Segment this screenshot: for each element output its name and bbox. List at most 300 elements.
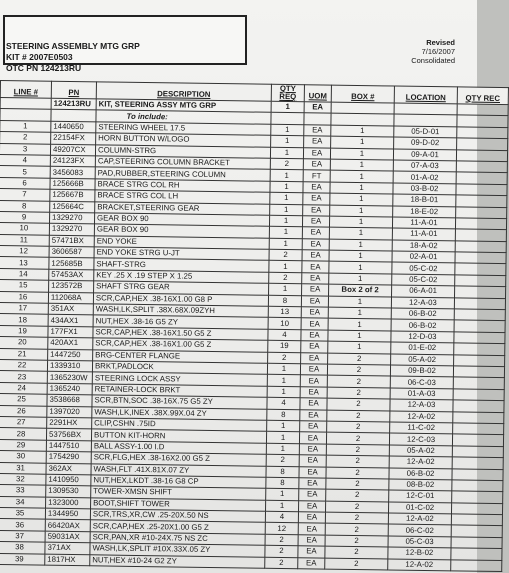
row-description-cell: BALL ASSY-1.00 I.D	[91, 441, 266, 455]
revised-label: Revised	[426, 38, 455, 47]
row-line-cell: 18	[0, 314, 48, 326]
row-qty-rec-cell	[453, 400, 504, 412]
row-location-cell: 12-A-02	[390, 411, 453, 423]
row-qty-rec-cell	[456, 172, 507, 184]
kit-desc-cell: KIT, STEERING ASSY MTG GRP	[96, 99, 271, 113]
row-uom-cell: EA	[299, 489, 326, 501]
row-line-cell: 24	[0, 382, 47, 394]
row-pn-cell: 24123FX	[50, 155, 95, 167]
row-description-cell: SCR,TRS,XR,CW .25-20X.50 NS	[90, 509, 265, 523]
row-box-cell: 1	[328, 330, 391, 342]
row-location-cell: 12-A-02	[388, 559, 451, 571]
row-qty-rec-cell	[451, 514, 502, 526]
row-uom-cell: EA	[303, 181, 330, 193]
row-pn-cell: 351AX	[48, 303, 93, 315]
row-line-cell: 8	[0, 200, 50, 212]
col-header-location: LOCATION	[394, 86, 457, 104]
row-box-cell: 1	[329, 227, 392, 239]
row-location-cell: 01-C-02	[388, 502, 451, 514]
row-qty-cell: 1	[266, 500, 299, 512]
row-box-cell: 2	[327, 375, 390, 387]
row-box-cell: 2	[325, 512, 388, 524]
row-uom-cell: EA	[302, 284, 329, 296]
row-box-cell: 1	[329, 262, 392, 274]
row-qty-rec-cell	[455, 218, 506, 230]
row-qty-cell: 4	[265, 511, 298, 523]
row-line-cell: 38	[0, 542, 45, 554]
row-uom-cell: EA	[303, 193, 330, 205]
row-qty-cell: 1	[269, 284, 302, 296]
row-uom-cell: EA	[298, 546, 325, 558]
row-location-cell: 08-B-02	[389, 479, 452, 491]
col-header-line: LINE #	[0, 81, 51, 99]
row-qty-cell: 8	[266, 477, 299, 489]
row-description-cell: SCR,CAP,HEX .38-16X1.50 G5 Z	[93, 327, 268, 341]
row-qty-rec-cell	[456, 195, 507, 207]
row-box-cell: 1	[328, 307, 391, 319]
row-description-cell: STEERING WHEEL 17.5	[96, 122, 271, 136]
row-box-cell: 1	[330, 182, 393, 194]
row-pn-cell: 22154FX	[51, 132, 96, 144]
row-qty-cell: 1	[271, 124, 304, 136]
row-qty-rec-cell	[452, 457, 503, 469]
row-qty-cell: 1	[269, 261, 302, 273]
row-description-cell: TOWER-XMSN SHIFT	[91, 486, 266, 500]
row-line-cell: 1	[0, 120, 51, 132]
row-description-cell: COLUMN-STRG	[95, 144, 270, 158]
row-qty-rec-cell	[452, 468, 503, 480]
row-pn-cell: 1323000	[46, 497, 91, 509]
row-qty-cell: 2	[270, 158, 303, 170]
row-line-cell: 3	[0, 143, 51, 155]
row-uom-cell: EA	[298, 557, 325, 569]
row-qty-cell: 1	[270, 204, 303, 216]
row-location-cell: 05-A-02	[391, 354, 454, 366]
row-description-cell: SHAFT-STRG	[94, 258, 269, 272]
row-uom-cell: EA	[301, 318, 328, 330]
row-line-cell: 2	[0, 132, 51, 144]
row-qty-rec-cell	[453, 389, 504, 401]
row-qty-cell: 8	[267, 409, 300, 421]
row-location-cell: 05-C-02	[392, 274, 455, 286]
row-description-cell: SCR,FLG,HEX .38-16X2.00 G5 Z	[91, 452, 266, 466]
row-line-cell: 37	[0, 530, 45, 542]
row-qty-rec-cell	[456, 206, 507, 218]
row-box-cell: 1	[331, 125, 394, 137]
row-qty-cell: 1	[269, 238, 302, 250]
row-qty-cell: 1	[266, 489, 299, 501]
row-box-cell: 1	[328, 341, 391, 353]
row-pn-cell: 125685B	[49, 258, 94, 270]
row-location-cell: 12-A-03	[390, 399, 453, 411]
row-qty-rec-cell	[456, 184, 507, 196]
row-qty-rec-cell	[455, 275, 506, 287]
row-pn-cell: 1754290	[46, 451, 91, 463]
row-description-cell: BRACKET,STEERING GEAR	[95, 201, 270, 215]
row-description-cell: WASH,LK,SPLIT .38X.68X.09ZYH	[93, 304, 268, 318]
row-qty-cell: 2	[265, 534, 298, 546]
row-uom-cell: EA	[301, 341, 328, 353]
row-location-cell: 12-B-02	[388, 547, 451, 559]
row-location-cell: 06-C-02	[388, 524, 451, 536]
row-uom-cell: EA	[299, 455, 326, 467]
kit-pn-cell: 124213RU	[51, 98, 96, 110]
row-uom-cell: EA	[299, 466, 326, 478]
row-box-cell: 2	[327, 364, 390, 376]
row-description-cell: BRACE STRG COL RH	[95, 179, 270, 193]
row-qty-rec-cell	[457, 138, 508, 150]
row-description-cell: GEAR BOX 90	[94, 213, 269, 227]
row-qty-cell: 8	[268, 295, 301, 307]
row-location-cell: 12-C-01	[389, 490, 452, 502]
row-qty-rec-cell	[451, 503, 502, 515]
row-location-cell: 18-E-02	[393, 206, 456, 218]
row-pn-cell: 112068A	[48, 292, 93, 304]
row-qty-cell: 1	[271, 135, 304, 147]
row-uom-cell: EA	[300, 386, 327, 398]
row-description-cell: NUT,HEX .38-16 G5 ZY	[93, 315, 268, 329]
row-line-cell: 31	[0, 462, 46, 474]
otc-part-number: OTC PN 124213RU	[6, 63, 82, 73]
row-qty-rec-cell	[457, 127, 508, 139]
row-uom-cell: EA	[302, 250, 329, 262]
row-description-cell: CLIP,CSHN .75ID	[92, 418, 267, 432]
row-pn-cell: 420AX1	[48, 337, 93, 349]
row-pn-cell: 1329270	[49, 224, 94, 236]
row-pn-cell: 177FX1	[48, 326, 93, 338]
row-pn-cell: 123572B	[49, 280, 94, 292]
row-line-cell: 13	[0, 257, 49, 269]
row-qty-cell: 10	[268, 318, 301, 330]
blank-cell	[394, 114, 457, 126]
row-location-cell: 12-C-03	[389, 433, 452, 445]
row-qty-cell: 1	[267, 420, 300, 432]
row-qty-rec-cell	[454, 354, 505, 366]
row-line-cell: 27	[0, 416, 47, 428]
row-uom-cell: EA	[302, 261, 329, 273]
blank-cell	[51, 110, 96, 122]
row-location-cell: 11-A-01	[392, 228, 455, 240]
row-location-cell: 05-C-03	[388, 536, 451, 548]
row-pn-cell: 57471BX	[49, 235, 94, 247]
row-location-cell: 12-D-03	[391, 331, 454, 343]
row-uom-cell: EA	[303, 159, 330, 171]
row-qty-cell: 1	[270, 192, 303, 204]
row-qty-rec-cell	[454, 298, 505, 310]
row-uom-cell: EA	[302, 238, 329, 250]
row-line-cell: 28	[0, 428, 47, 440]
row-uom-cell: EA	[300, 375, 327, 387]
row-description-cell: SCR,CAP,HEX .25-20X1.00 G5 Z	[90, 520, 265, 534]
row-location-cell: 18-B-01	[393, 194, 456, 206]
row-qty-rec-cell	[453, 423, 504, 435]
row-uom-cell: EA	[304, 125, 331, 137]
col-header-pn: PN	[51, 81, 96, 99]
col-header-qty: QTY REQ	[271, 84, 304, 101]
row-box-cell: 1	[330, 148, 393, 160]
row-qty-rec-cell	[455, 252, 506, 264]
row-location-cell: 06-C-03	[390, 376, 453, 388]
row-line-cell: 25	[0, 394, 47, 406]
row-description-cell: HORN BUTTON W/LOGO	[96, 133, 271, 147]
row-line-cell: 16	[0, 291, 49, 303]
row-uom-cell: EA	[301, 352, 328, 364]
row-qty-cell: 2	[269, 249, 302, 261]
row-line-cell: 4	[0, 154, 50, 166]
row-pn-cell: 371AX	[45, 542, 90, 554]
row-location-cell: 12-A-02	[388, 513, 451, 525]
row-description-cell: SHAFT STRG GEAR	[94, 281, 269, 295]
row-description-cell: SCR,CAP,HEX .38-16X1.00 G5 Z	[93, 338, 268, 352]
row-pn-cell: 3606587	[49, 246, 94, 258]
blank-cell	[0, 109, 51, 121]
row-qty-cell: 1	[266, 443, 299, 455]
row-description-cell: GEAR BOX 90	[94, 224, 269, 238]
row-qty-rec-cell	[452, 491, 503, 503]
row-uom-cell: EA	[304, 136, 331, 148]
row-qty-cell: 2	[266, 454, 299, 466]
row-box-cell: 1	[330, 170, 393, 182]
row-uom-cell: EA	[301, 295, 328, 307]
row-uom-cell: EA	[300, 398, 327, 410]
row-qty-rec-cell	[456, 149, 507, 161]
row-description-cell: SCR,CAP,HEX .38-16X1.00 G8 P	[93, 292, 268, 306]
row-pn-cell: 434AX1	[48, 315, 93, 327]
row-qty-rec-cell	[454, 332, 505, 344]
row-qty-rec-cell	[453, 366, 504, 378]
row-pn-cell: 1447250	[48, 349, 93, 361]
row-description-cell: END YOKE	[94, 236, 269, 250]
row-line-cell: 29	[0, 439, 46, 451]
row-pn-cell: 66420AX	[45, 520, 90, 532]
row-pn-cell: 125664C	[50, 201, 95, 213]
row-box-cell: 1	[330, 193, 393, 205]
row-line-cell: 34	[0, 496, 46, 508]
row-qty-cell: 1	[270, 170, 303, 182]
row-qty-cell: 1	[270, 181, 303, 193]
row-description-cell: STEERING LOCK ASSY	[92, 372, 267, 386]
row-qty-rec-cell	[452, 446, 503, 458]
row-uom-cell: EA	[298, 535, 325, 547]
row-box-cell: 2	[326, 455, 389, 467]
row-location-cell: 01-A-03	[390, 388, 453, 400]
row-line-cell: 5	[0, 166, 50, 178]
revised-date: 7/16/2007	[421, 47, 455, 56]
row-description-cell: NUT,HEX,LKDT .38-16 G8 CP	[91, 475, 266, 489]
row-location-cell: 12-A-03	[391, 297, 454, 309]
kit-loc-cell	[394, 103, 457, 115]
row-box-cell: 2	[327, 398, 390, 410]
row-pn-cell: 2291HX	[47, 417, 92, 429]
blank-cell	[271, 113, 304, 125]
row-line-cell: 14	[0, 268, 49, 280]
row-description-cell: WASH,LK,INEX .38X.99X.04 ZY	[92, 406, 267, 420]
row-uom-cell: EA	[301, 307, 328, 319]
row-qty-rec-cell	[451, 525, 502, 537]
row-location-cell: 03-B-02	[393, 183, 456, 195]
row-line-cell: 7	[0, 189, 50, 201]
kit-line-cell	[0, 98, 51, 110]
row-description-cell: END YOKE STRG U-JT	[94, 247, 269, 261]
row-pn-cell: 1344950	[45, 508, 90, 520]
row-box-cell: 2	[326, 467, 389, 479]
row-description-cell: SCR,PAN,XR #10-24X.75 NS ZC	[90, 532, 265, 546]
row-line-cell: 33	[0, 485, 46, 497]
row-uom-cell: EA	[299, 432, 326, 444]
row-box-cell: 1	[331, 136, 394, 148]
row-location-cell: 09-B-02	[390, 365, 453, 377]
row-line-cell: 11	[0, 234, 49, 246]
row-pn-cell: 1365230W	[47, 372, 92, 384]
blank-cell	[304, 113, 331, 125]
row-location-cell: 06-B-02	[391, 308, 454, 320]
row-description-cell: BRKT,PADLOCK	[92, 361, 267, 375]
row-description-cell: WASH,FLT .41X.81X.07 ZY	[91, 463, 266, 477]
row-description-cell: PAD,RUBBER,STEERING COLUMN	[95, 167, 270, 181]
row-qty-cell: 1	[267, 386, 300, 398]
row-location-cell: 18-A-02	[392, 240, 455, 252]
row-box-cell: Box 2 of 2	[329, 284, 392, 296]
row-box-cell: 1	[329, 239, 392, 251]
row-uom-cell: EA	[302, 216, 329, 228]
row-uom-cell: FT	[303, 170, 330, 182]
col-header-qty-rec: QTY REC	[457, 87, 508, 105]
row-location-cell: 05-D-01	[394, 126, 457, 138]
row-uom-cell: EA	[303, 147, 330, 159]
kit-qty-cell: 1	[271, 101, 304, 113]
row-pn-cell: 1339310	[47, 360, 92, 372]
row-description-cell: BRACE STRG COL LH	[95, 190, 270, 204]
row-line-cell: 30	[0, 451, 46, 463]
row-location-cell: 09-D-02	[394, 137, 457, 149]
kit-number: KIT # 2007E0503	[6, 52, 73, 62]
row-line-cell: 10	[0, 223, 50, 235]
row-location-cell: 05-A-02	[389, 445, 452, 457]
row-uom-cell: EA	[301, 330, 328, 342]
row-qty-rec-cell	[452, 434, 503, 446]
row-box-cell: 2	[325, 535, 388, 547]
row-qty-cell: 2	[265, 545, 298, 557]
row-pn-cell: 49207CX	[50, 144, 95, 156]
row-box-cell: 2	[327, 410, 390, 422]
row-qty-cell: 1	[266, 432, 299, 444]
row-location-cell: 06-B-02	[391, 319, 454, 331]
row-pn-cell: 1309530	[46, 485, 91, 497]
row-line-cell: 20	[0, 337, 48, 349]
row-uom-cell: EA	[300, 409, 327, 421]
row-line-cell: 19	[0, 325, 48, 337]
row-uom-cell: EA	[302, 227, 329, 239]
row-qty-cell: 19	[268, 340, 301, 352]
row-pn-cell: 3456083	[50, 167, 95, 179]
row-qty-cell: 1	[267, 375, 300, 387]
row-uom-cell: EA	[299, 443, 326, 455]
row-qty-cell: 4	[268, 329, 301, 341]
row-box-cell: 2	[326, 432, 389, 444]
row-pn-cell: 1817HX	[45, 554, 90, 566]
row-description-cell: KEY .25 X .19 STEP X 1.25	[94, 270, 269, 284]
kit-rec-cell	[457, 104, 508, 116]
row-pn-cell: 59031AX	[45, 531, 90, 543]
col-header-description: DESCRIPTION	[96, 82, 271, 101]
row-pn-cell: 1440650	[51, 121, 96, 133]
kit-title: STEERING ASSEMBLY MTG GRP	[6, 41, 140, 51]
row-location-cell: 05-C-02	[392, 262, 455, 274]
row-qty-cell: 2	[269, 272, 302, 284]
row-pn-cell: 57453AX	[49, 269, 94, 281]
row-uom-cell: EA	[299, 500, 326, 512]
row-box-cell: 2	[326, 444, 389, 456]
row-location-cell: 01-E-02	[391, 342, 454, 354]
row-qty-cell: 13	[268, 306, 301, 318]
row-location-cell: 06-B-02	[389, 467, 452, 479]
row-pn-cell: 1410950	[46, 474, 91, 486]
row-qty-rec-cell	[455, 286, 506, 298]
row-pn-cell: 362AX	[46, 463, 91, 475]
row-location-cell: 11-C-02	[390, 422, 453, 434]
row-qty-cell: 1	[269, 215, 302, 227]
row-line-cell: 15	[0, 280, 49, 292]
row-description-cell: WASH,LK,SPLIT #10X.33X.05 ZY	[90, 543, 265, 557]
row-qty-rec-cell	[454, 343, 505, 355]
row-line-cell: 32	[0, 473, 46, 485]
blank-cell	[331, 114, 394, 126]
row-line-cell: 35	[0, 508, 46, 520]
row-location-cell: 01-A-02	[393, 171, 456, 183]
row-uom-cell: EA	[298, 512, 325, 524]
row-qty-rec-cell	[454, 320, 505, 332]
row-line-cell: 26	[0, 405, 47, 417]
row-location-cell: 12-A-02	[389, 456, 452, 468]
row-qty-rec-cell	[454, 309, 505, 321]
row-qty-rec-cell	[451, 537, 502, 549]
row-description-cell: SCR,BTN,SOC .38-16X.75 G5 ZY	[92, 395, 267, 409]
row-box-cell: 1	[330, 159, 393, 171]
row-pn-cell: 53756BX	[46, 429, 91, 441]
row-line-cell: 22	[0, 359, 48, 371]
row-uom-cell: EA	[299, 478, 326, 490]
row-box-cell: 1	[328, 296, 391, 308]
row-box-cell: 1	[329, 216, 392, 228]
row-qty-cell: 4	[267, 397, 300, 409]
row-description-cell: RETAINER-LOCK BRKT	[92, 384, 267, 398]
row-qty-cell: 1	[269, 227, 302, 239]
row-qty-cell: 12	[265, 523, 298, 535]
parts-table	[0, 80, 509, 572]
row-line-cell: 17	[0, 303, 48, 315]
row-qty-cell: 1	[267, 363, 300, 375]
row-line-cell: 6	[0, 177, 50, 189]
row-qty-rec-cell	[453, 411, 504, 423]
row-box-cell: 2	[327, 421, 390, 433]
row-line-cell: 23	[0, 371, 47, 383]
row-box-cell: 1	[330, 205, 393, 217]
row-line-cell: 12	[0, 246, 49, 258]
row-uom-cell: EA	[298, 523, 325, 535]
to-include-label: To include:	[96, 110, 271, 124]
blank-cell	[457, 115, 508, 127]
row-description-cell: BOOT,SHIFT TOWER	[91, 497, 266, 511]
col-header-box: BOX #	[331, 85, 394, 103]
row-box-cell: 2	[325, 546, 388, 558]
row-qty-rec-cell	[453, 377, 504, 389]
row-pn-cell: 125667B	[50, 189, 95, 201]
row-description-cell: NUT,HEX #10-24 G2 ZY	[90, 554, 265, 568]
row-box-cell: 2	[325, 501, 388, 513]
row-description-cell: BRG-CENTER FLANGE	[93, 349, 268, 363]
row-pn-cell: 125666B	[50, 178, 95, 190]
row-qty-rec-cell	[455, 229, 506, 241]
